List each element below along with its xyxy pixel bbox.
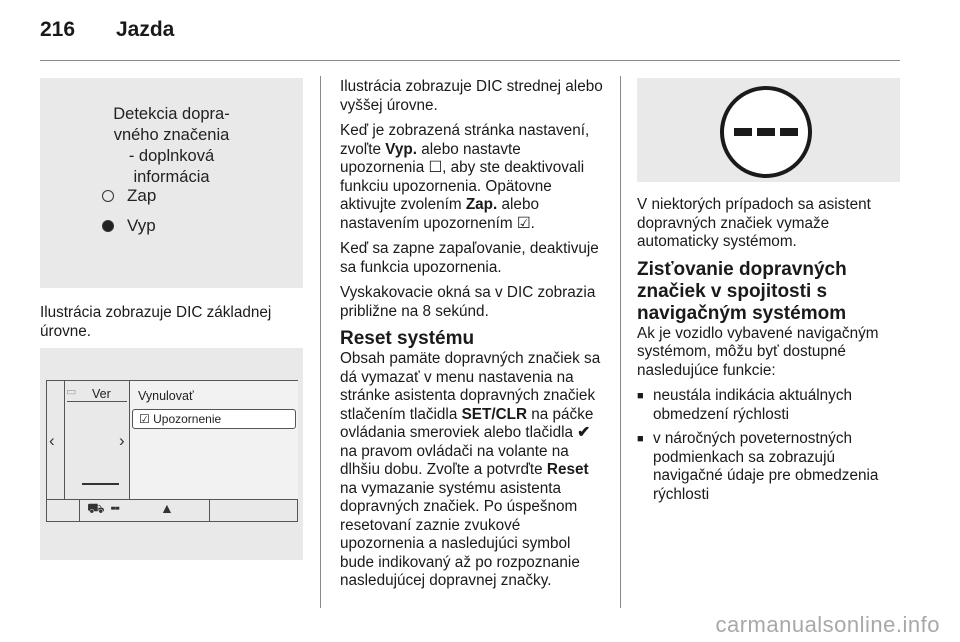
text-bold: SET/CLR <box>461 405 528 423</box>
text: alebo nastavením upozornením ☑. <box>340 196 539 232</box>
screen-divider <box>64 381 65 499</box>
menu-item-warning <box>132 409 296 429</box>
option-zap <box>102 186 156 206</box>
speed-sign-icon: ▲ <box>160 500 174 516</box>
traffic-sign-assist-icon: ⛟ <box>87 500 105 516</box>
chevron-left-icon: ‹ <box>49 431 55 450</box>
status-bar-divider <box>209 499 210 521</box>
end-of-restriction-illustration <box>637 78 900 182</box>
paragraph: Keď sa zapne zapaľovanie, deaktivuje sa funkcia upozornenia. <box>340 240 599 276</box>
text: na pravom ovládači na volante na dlhšiu dobu. Zvoľte a potvrďte <box>340 442 569 478</box>
title-line: Detekcia dopra- <box>113 105 230 123</box>
heading-navigation: Zisťovanie dopravných značiek v spojitosti s navigačným systémom <box>637 258 847 324</box>
status-bar-divider <box>79 499 80 521</box>
checkmark-icon: ✔ <box>577 424 591 441</box>
column-3-text <box>637 196 900 510</box>
indicator-line <box>82 483 119 485</box>
dic-screen <box>46 380 298 522</box>
text: na vymazanie systému asistenta dopravných značiek. Po úspešnom resetovaní zaznie zvukové upozornenia a nasledujúci symbol bude indikovaný až po rozpoznanie nasledujúcej dopravnej značky. <box>340 479 580 589</box>
caption-basic-dic: Ilustrácia zobrazuje DIC základnej úrovne. <box>40 304 272 340</box>
radio-selected-icon <box>102 220 114 232</box>
radio-empty-icon <box>102 190 114 202</box>
dic-basic-illustration <box>40 78 303 288</box>
text: na páčke ovládania smeroviek alebo tlačidla <box>340 405 594 441</box>
text-bold: Vyp. <box>385 140 418 158</box>
paragraph: Vyskakovacie okná sa v DIC zobrazia približne na 8 sekúnd. <box>340 284 596 320</box>
paragraph: V niektorých prípadoch sa asistent dopravných značiek vymaže automaticky systémom. <box>637 196 871 250</box>
text: Keď je zobrazená stránka nastavení, zvoľte <box>340 122 590 158</box>
column-divider-2 <box>620 76 621 608</box>
page-header <box>40 18 174 42</box>
paragraph <box>340 350 608 591</box>
reset-menu <box>129 381 298 499</box>
heading-reset: Reset systému <box>340 328 475 349</box>
feature-list <box>637 387 900 504</box>
text: alebo nastavte upozornenia ☐, aby ste deaktivovali funkciu upozornenia. Opätovne aktivujte zvolením <box>340 140 585 213</box>
text-bold: Reset <box>546 461 589 478</box>
column-divider-1 <box>320 76 321 608</box>
option-label: Zap <box>127 186 157 205</box>
watermark: carmanualsonline.info <box>715 612 940 637</box>
paragraph: Ilustrácia zobrazuje DIC strednej alebo vyššej úrovne. <box>340 78 603 114</box>
paragraph: Ak je vozidlo vybavené navigačným systémom, môžu byť dostupné nasledujúce funkcie: <box>637 324 879 379</box>
dic-reset-illustration <box>40 348 303 560</box>
checkbox-checked-icon: ☑ <box>139 412 150 426</box>
title-line: - doplnková <box>128 147 215 165</box>
dic-setting-title <box>40 104 303 188</box>
text: Obsah pamäte dopravných značiek sa dá vymazať v menu nastavenia na stránke asistenta dopravných značiek stlačením tlačidla <box>340 350 601 423</box>
option-label: Vyp <box>127 216 156 235</box>
list-item: ■ neustála indikácia aktuálnych obmedzení rýchlosti <box>637 387 900 424</box>
column-1-text <box>40 304 300 348</box>
dashes-icon: ╍ <box>111 500 120 516</box>
end-of-restriction-sign-icon <box>720 86 812 178</box>
option-vyp <box>102 216 156 236</box>
header-rule <box>40 60 900 61</box>
list-item: ■ v náročných poveternostných podmienkach sa zobrazujú navigačné údaje pre obmedzenia rýchlosti <box>637 430 900 504</box>
car-icon: ▭ <box>66 386 77 398</box>
chevron-right-icon: › <box>119 431 125 450</box>
column-2-text <box>340 78 608 598</box>
page-number: 216 <box>40 18 76 41</box>
text-bold: Zap. <box>465 196 498 213</box>
menu-item-label: Upozornenie <box>153 412 222 426</box>
screen-tab-label: Ver <box>92 387 111 401</box>
section-title: Jazda <box>116 18 175 41</box>
menu-title: Vynulovať <box>138 389 194 403</box>
title-line: vného značenia <box>113 126 230 144</box>
title-line: informácia <box>133 168 210 186</box>
tab-divider <box>67 401 127 402</box>
paragraph <box>340 122 608 233</box>
